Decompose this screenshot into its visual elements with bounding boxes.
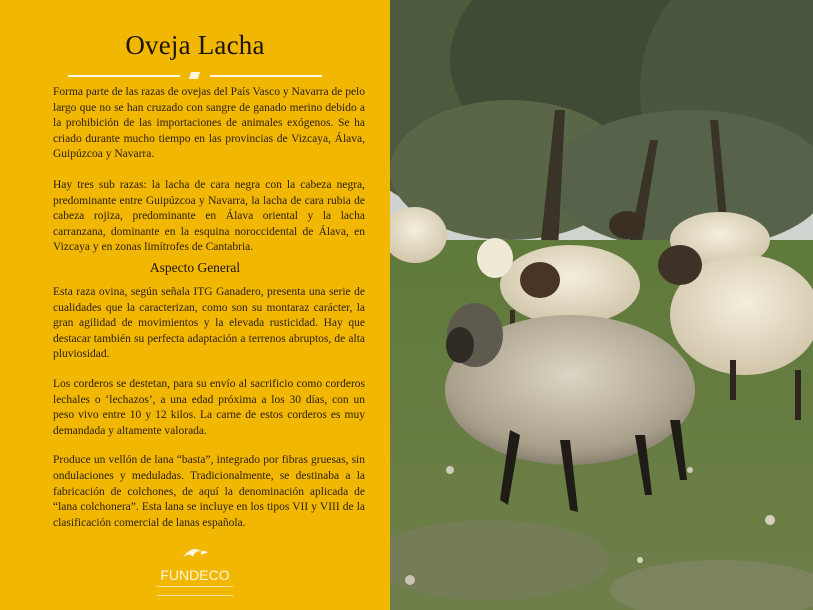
paragraph: Forma parte de las razas de ovejas del País Vasco y Navarra de pelo largo que no se han cruzado con sangre de ganado merino debido a la prohibición de las importaciones de animales exógenos. Se ha criado durante mucho tiempo en las provincias de Vizcaya, Álava, Guipúzcoa y Navarra. xyxy=(53,86,365,161)
paragraph: Los corderos se destetan, para su envío al sacrificio como corderos lechales o ‘lechazos’, a una edad próxima a los 30 días, con un peso vivo entre 10 y 12 kilos. La carne de estos corderos es muy demandada y altamente valorada. xyxy=(53,377,365,437)
logo-name: FUNDECO xyxy=(160,567,230,583)
divider-diamond-icon xyxy=(189,72,201,79)
paragraph: Hay tres sub razas: la lacha de cara negra con la cabeza negra, predominante entre Guipúzcoa y Navarra, la lacha de cara rubia de cabeza rojiza, predominante en Álava oriental y la lacha carranzana, dominante en la esquina noroccidental de Álava, en Vizcaya y en zonas limítrofes de Cantabria. xyxy=(53,179,365,254)
fundeco-logo xyxy=(155,545,235,605)
intro-text xyxy=(53,85,365,177)
sheep-flock-photo xyxy=(390,0,813,610)
logo-tagline-lines xyxy=(157,586,233,596)
paragraph: Esta raza ovina, según señala ITG Ganadero, presenta una serie de cualidades que la caracterizan, como son su montaraz carácter, la gran agilidad de movimientos y la elevada rusticidad. Hay que destacar también su perfecta adaptación a terrenos abruptos, de alta pluviosidad. xyxy=(53,286,365,361)
paragraph: Produce un vellón de lana “basta”, integrado por fibras gruesas, sin ondulaciones y meduladas. Tradicionalmente, se destinaba a la fabricación de colchones, de aquí la denominación aplicada de “lana colchonera”. Esta lana se incluye en los tipos VII y VIII de la clasificación comercial de lanas española. xyxy=(53,454,365,529)
title-divider xyxy=(68,72,322,80)
page-title: Oveja Lacha xyxy=(125,30,265,60)
text-panel xyxy=(0,0,390,610)
section-heading: Aspecto General xyxy=(149,260,241,275)
bird-icon xyxy=(181,545,209,565)
sheep-photo xyxy=(390,0,813,610)
aspect-text xyxy=(53,285,365,545)
subraces-text xyxy=(53,178,365,270)
